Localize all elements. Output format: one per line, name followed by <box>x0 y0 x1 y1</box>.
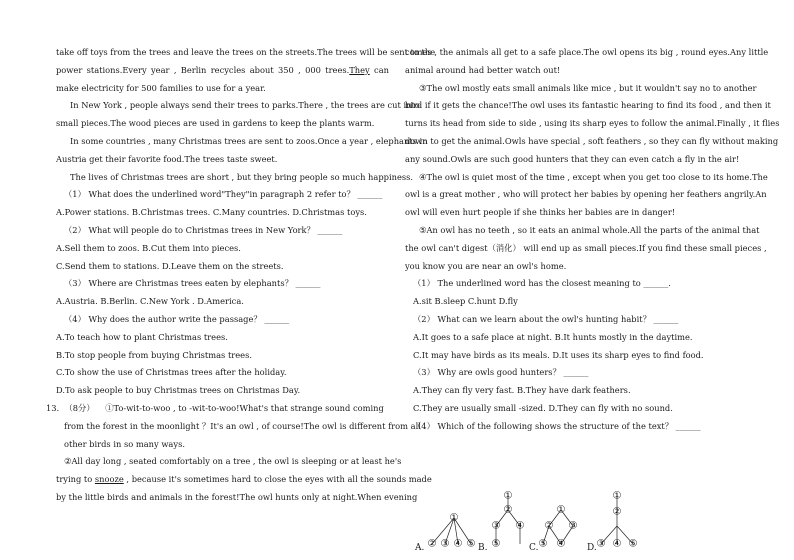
owl-question-1-options: A.sit B.sleep C.hunt D.fly <box>413 296 518 307</box>
node-2: ② <box>544 520 554 532</box>
node-5: ⑤ <box>628 538 638 550</box>
structure-diagram-b <box>487 488 529 556</box>
structure-diagram-options <box>405 488 740 558</box>
owl-question-2-options: A.It goes to a safe place at night. B.It hunts mostly in the daytime. <box>413 331 693 342</box>
text-line: Austria get their favorite food.The trees taste sweet. <box>56 153 278 164</box>
node-3: ③ <box>568 520 578 532</box>
question-4-option: D.To ask people to buy Christmas trees on Christmas Day. <box>56 385 301 396</box>
structure-diagram-c <box>539 488 583 556</box>
question-4-option: A.To teach how to plant Christmas trees. <box>56 331 228 342</box>
structure-diagram-a <box>425 488 483 556</box>
text-line: The lives of Christmas trees are short , but they bring people so much happiness. <box>70 171 414 182</box>
text-line: In some countries , many Christmas trees are sent to zoos.Once a year , elephants in <box>70 135 428 146</box>
text-line: trying to snooze , because it's sometimes hard to close the eyes with all the sounds made <box>56 474 432 485</box>
question-4-option: B.To stop people from buying Christmas trees. <box>56 349 252 360</box>
node-5: ⑤ <box>491 538 501 550</box>
node-4: ④ <box>453 538 463 550</box>
structure-diagram-d <box>595 488 641 556</box>
node-2: ② <box>612 506 622 518</box>
node-1: ① <box>556 504 566 516</box>
text-line: down to get the animal.Owls have special , soft feathers , so they can fly without making <box>405 135 779 146</box>
right-column <box>405 44 780 553</box>
text-line: ③The owl mostly eats small animals like mice , but it wouldn't say no to another <box>419 82 757 93</box>
question-3: （3） Where are Christmas trees eaten by elephants？ ______ <box>64 278 321 289</box>
text-line: owl will even hurt people if she thinks her babies are in danger! <box>405 207 676 218</box>
option-label-a: A. <box>415 543 425 553</box>
text-line: owl is a great mother , who will protect her babies by opening her feathers angrily.An <box>405 189 767 200</box>
text-line: In New York , people always send their trees to parks.There , the trees are cut into <box>70 100 420 111</box>
option-label-d: D. <box>587 543 597 553</box>
question-13-header: 13. （8分） ①To-wit-to-woo , to -wit-to-woo!What's that strange sound coming <box>46 402 384 413</box>
owl-question-3-options: C.They are usually small -sized. D.They can fly with no sound. <box>413 402 673 413</box>
text-line: other birds in so many ways. <box>64 438 185 449</box>
node-5: ⑤ <box>466 538 476 550</box>
owl-question-2-options: C.It may have birds as its meals. D.It uses its sharp eyes to find food. <box>413 349 704 360</box>
text-line: turns its head from side to side , using its sharp eyes to follow the animal.Finally , it flies <box>405 118 780 129</box>
node-3: ③ <box>491 520 501 532</box>
text-line: by the little birds and animals in the forest!The owl hunts only at night.When evening <box>56 491 418 502</box>
text-line: comes , the animals all get to a safe place.The owl opens its big , round eyes.Any little <box>405 47 769 57</box>
text-line: bird if it gets the chance!The owl uses its fantastic hearing to find its food , and then it <box>405 100 771 111</box>
node-3: ③ <box>440 538 450 550</box>
owl-question-1: （1） The underlined word has the closest meaning to ______. <box>413 278 671 289</box>
node-4: ④ <box>612 538 622 550</box>
question-1: （1） What does the underlined word"They"in paragraph 2 refer to？ ______ <box>64 189 383 200</box>
node-1: ① <box>612 490 622 502</box>
question-3-options: A.Austria. B.Berlin. C.New York . D.America. <box>56 296 244 307</box>
text-line: you know you are near an owl's home. <box>405 260 567 271</box>
text-line: ⑤An owl has no teeth , so it eats an animal whole.All the parts of the animal that <box>419 224 760 235</box>
owl-question-4: （4） Which of the following shows the structure of the text？ ______ <box>413 420 701 431</box>
text-line: from the forest in the moonlight ？It's an owl , of course!The owl is different from all <box>64 420 421 431</box>
question-1-options: A.Power stations. B.Christmas trees. C.Many countries. D.Christmas toys. <box>56 207 367 218</box>
node-1: ① <box>503 490 513 502</box>
node-4: ④ <box>515 520 525 532</box>
left-column <box>46 44 436 507</box>
question-4-option: C.To show the use of Christmas trees after the holiday. <box>56 367 287 378</box>
underlined-word-they: They <box>349 64 370 75</box>
question-4: （4） Why does the author write the passage？ ______ <box>64 313 290 324</box>
text-line: any sound.Owls are such good hunters that they can even catch a fly in the air! <box>405 153 740 164</box>
owl-question-3-options: A.They can fly very fast. B.They have dark feathers. <box>413 385 631 396</box>
node-3: ③ <box>596 538 606 550</box>
text-line: the owl can't digest（消化） will end up as small pieces.If you find these small pieces , <box>405 242 767 253</box>
text-line: small pieces.The wood pieces are used in gardens to keep the plants warm. <box>56 118 375 129</box>
text-line: take off toys from the trees and leave the trees on the streets.The trees will be sent to the <box>56 47 436 57</box>
node-1: ① <box>449 512 459 524</box>
owl-question-3: （3） Why are owls good hunters？ ______ <box>413 367 589 378</box>
text-line: make electricity for 500 families to use for a year. <box>56 82 266 93</box>
option-label-c: C. <box>529 543 539 553</box>
question-2-options: A.Sell them to zoos. B.Cut them into pieces. <box>56 242 241 253</box>
owl-question-2: （2） What can we learn about the owl's hunting habit？ ______ <box>413 313 679 324</box>
question-2: （2） What will people do to Christmas trees in New York？ ______ <box>64 224 343 235</box>
node-2: ② <box>503 504 513 516</box>
underlined-word-snooze: snooze <box>94 474 124 485</box>
text-line: ④The owl is quiet most of the time , except when you get too close to its home.The <box>419 171 768 182</box>
node-4: ④ <box>556 538 566 550</box>
text-line: power stations.Every year , Berlin recycles about 350 , 000 trees.They can <box>56 64 389 75</box>
question-2-options: C.Send them to stations. D.Leave them on the streets. <box>56 260 284 271</box>
text-line: ②All day long , seated comfortably on a tree , the owl is sleeping or at least he's <box>64 456 402 467</box>
option-label-b: B. <box>478 543 488 553</box>
node-5: ⑤ <box>538 538 548 550</box>
text-line: animal around had better watch out! <box>405 64 561 75</box>
node-2: ② <box>427 538 437 550</box>
